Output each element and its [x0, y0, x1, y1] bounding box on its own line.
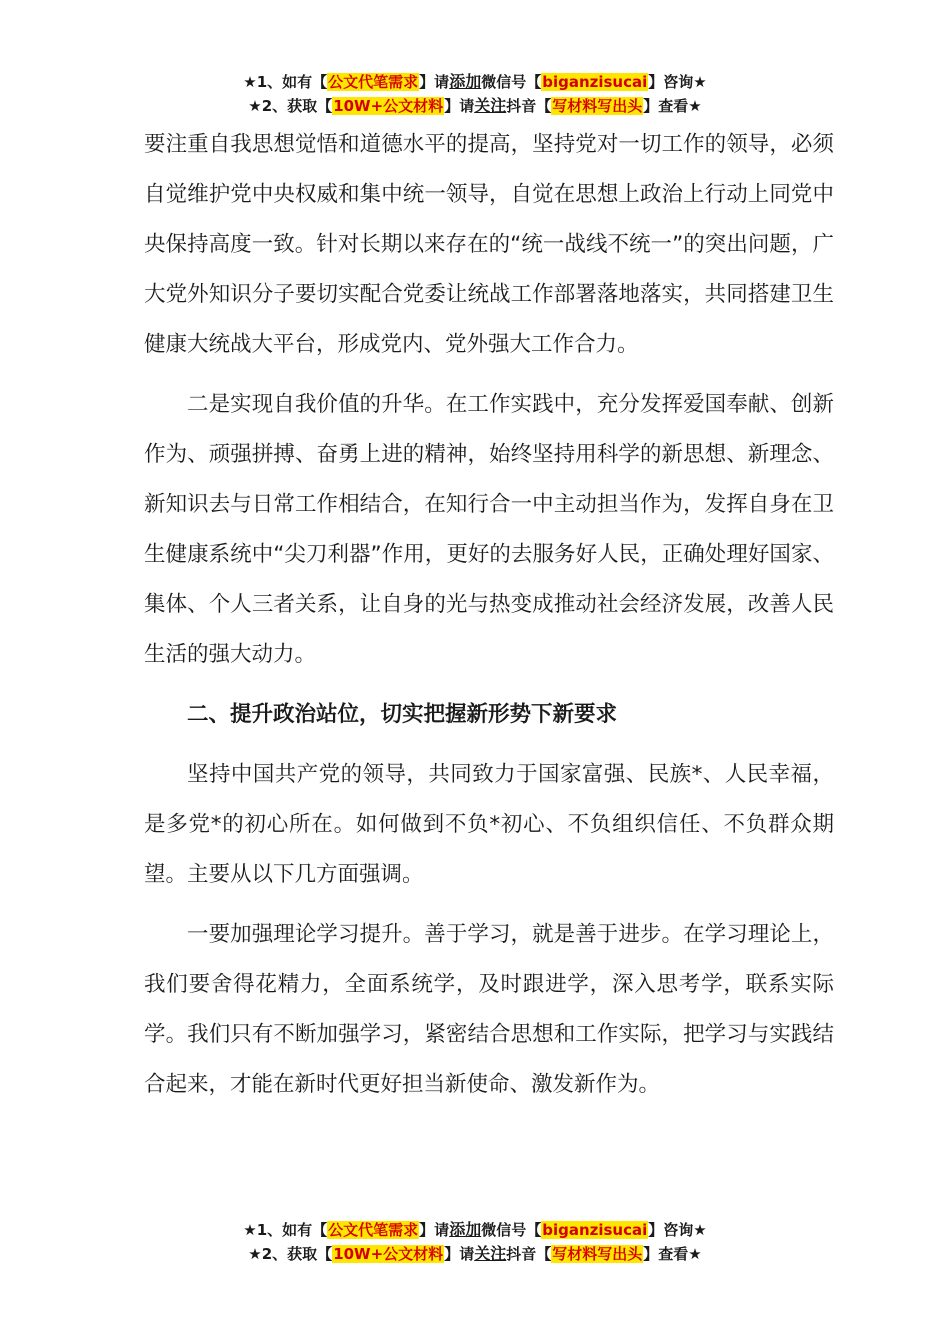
service-highlight: 公文代笔需求: [328, 73, 419, 91]
section-heading: 二、提升政治站位，切实把握新形势下新要求: [187, 702, 618, 727]
materials-highlight: 10W+公文材料: [333, 1245, 444, 1263]
promo-banner-top: [0, 70, 950, 118]
douyin-account: 写材料写出头: [552, 1245, 643, 1263]
materials-highlight: 10W+公文材料: [333, 97, 444, 115]
promo-line-2: ★2、获取【10W+公文材料】请关注抖音【写材料写出头】查看★: [248, 1244, 702, 1263]
promo-banner-bottom: [0, 1218, 950, 1266]
wechat-id: biganzisucai: [542, 1221, 648, 1239]
promo-line-1: ★1、如有【公文代笔需求】请添加微信号【biganzisucai】咨询★: [243, 1220, 707, 1239]
paragraph-party-leadership: 坚持中国共产党的领导，共同致力于国家富强、民族*、人民幸福，是多党*的初心所在。如何做到不负*初心、不负组织信任、不负群众期望。主要从以下几方面强调。: [144, 762, 834, 887]
service-highlight: 公文代笔需求: [328, 1221, 419, 1239]
document-body: [144, 120, 834, 1120]
paragraph-self-value: 二是实现自我价值的升华。在工作实践中，充分发挥爱国奉献、创新作为、顽强拼搏、奋勇上进的精神，始终坚持用科学的新思想、新理念、新知识去与日常工作相结合，在知行合一中主动担当作为，发挥自身在卫生健康系统中“尖刀利器”作用，更好的去服务好人民，正确处理好国家、集体、个人三者关系，让自身的光与热变成推动社会经济发展，改善人民生活的强大动力。: [144, 392, 834, 667]
paragraph-theory-study: 一要加强理论学习提升。善于学习，就是善于进步。在学习理论上，我们要舍得花精力，全面系统学，及时跟进学，深入思考学，联系实际学。我们只有不断加强学习，紧密结合思想和工作实际，把学习与实践结合起来，才能在新时代更好担当新使命、激发新作为。: [144, 922, 834, 1097]
wechat-id: biganzisucai: [542, 73, 648, 91]
paragraph-continued: 要注重自我思想觉悟和道德水平的提高，坚持党对一切工作的领导，必须自觉维护党中央权威和集中统一领导，自觉在思想上政治上行动上同党中央保持高度一致。针对长期以来存在的“统一战线不统一”的突出问题，广大党外知识分子要切实配合党委让统战工作部署落地落实，共同搭建卫生健康大统战大平台，形成党内、党外强大工作合力。: [144, 132, 834, 357]
promo-line-1: ★1、如有【公文代笔需求】请添加微信号【biganzisucai】咨询★: [243, 72, 707, 91]
promo-line-2: ★2、获取【10W+公文材料】请关注抖音【写材料写出头】查看★: [248, 96, 702, 115]
douyin-account: 写材料写出头: [552, 97, 643, 115]
